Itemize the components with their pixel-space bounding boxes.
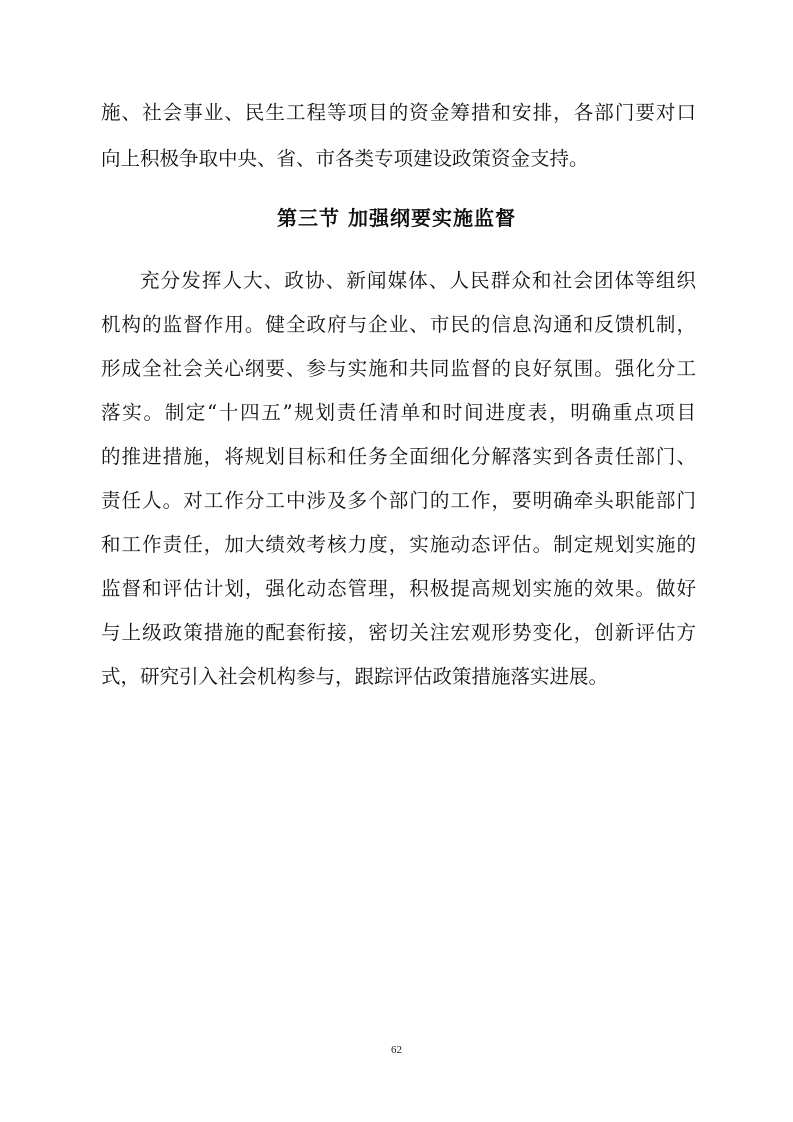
section-heading: 第三节 加强纲要实施监督: [277, 206, 516, 230]
paragraph-first-line: 充分发挥人大、政协、新闻媒体、人民群众和社会团体等组织: [140, 269, 696, 292]
body-text-line: 与上级政策措施的配套衔接，密切关注宏观形势变化，创新评估方: [101, 621, 696, 644]
body-text-line: 责任人。对工作分工中涉及多个部门的工作，要明确牵头职能部门: [101, 489, 696, 512]
body-text-line: 落实。制定“十四五”规划责任清单和时间进度表，明确重点项目: [101, 401, 696, 424]
body-text-line: 式，研究引入社会机构参与，跟踪评估政策措施落实进展。: [101, 665, 609, 688]
body-text-line: 的推进措施，将规划目标和任务全面细化分解落实到各责任部门、: [101, 445, 696, 468]
body-text-line: 监督和评估计划，强化动态管理，积极提高规划实施的效果。做好: [101, 577, 696, 600]
body-text-line: 形成全社会关心纲要、参与实施和共同监督的良好氛围。强化分工: [101, 357, 696, 380]
page-number: 62: [391, 1044, 402, 1056]
body-text-line: 向上积极争取中央、省、市各类专项建设政策资金支持。: [101, 147, 589, 170]
body-text-line: 施、社会事业、民生工程等项目的资金筹措和安排，各部门要对口: [101, 101, 696, 124]
body-text-line: 和工作责任，加大绩效考核力度，实施动态评估。制定规划实施的: [101, 533, 696, 556]
body-text-line: 机构的监督作用。健全政府与企业、市民的信息沟通和反馈机制，: [101, 313, 696, 336]
